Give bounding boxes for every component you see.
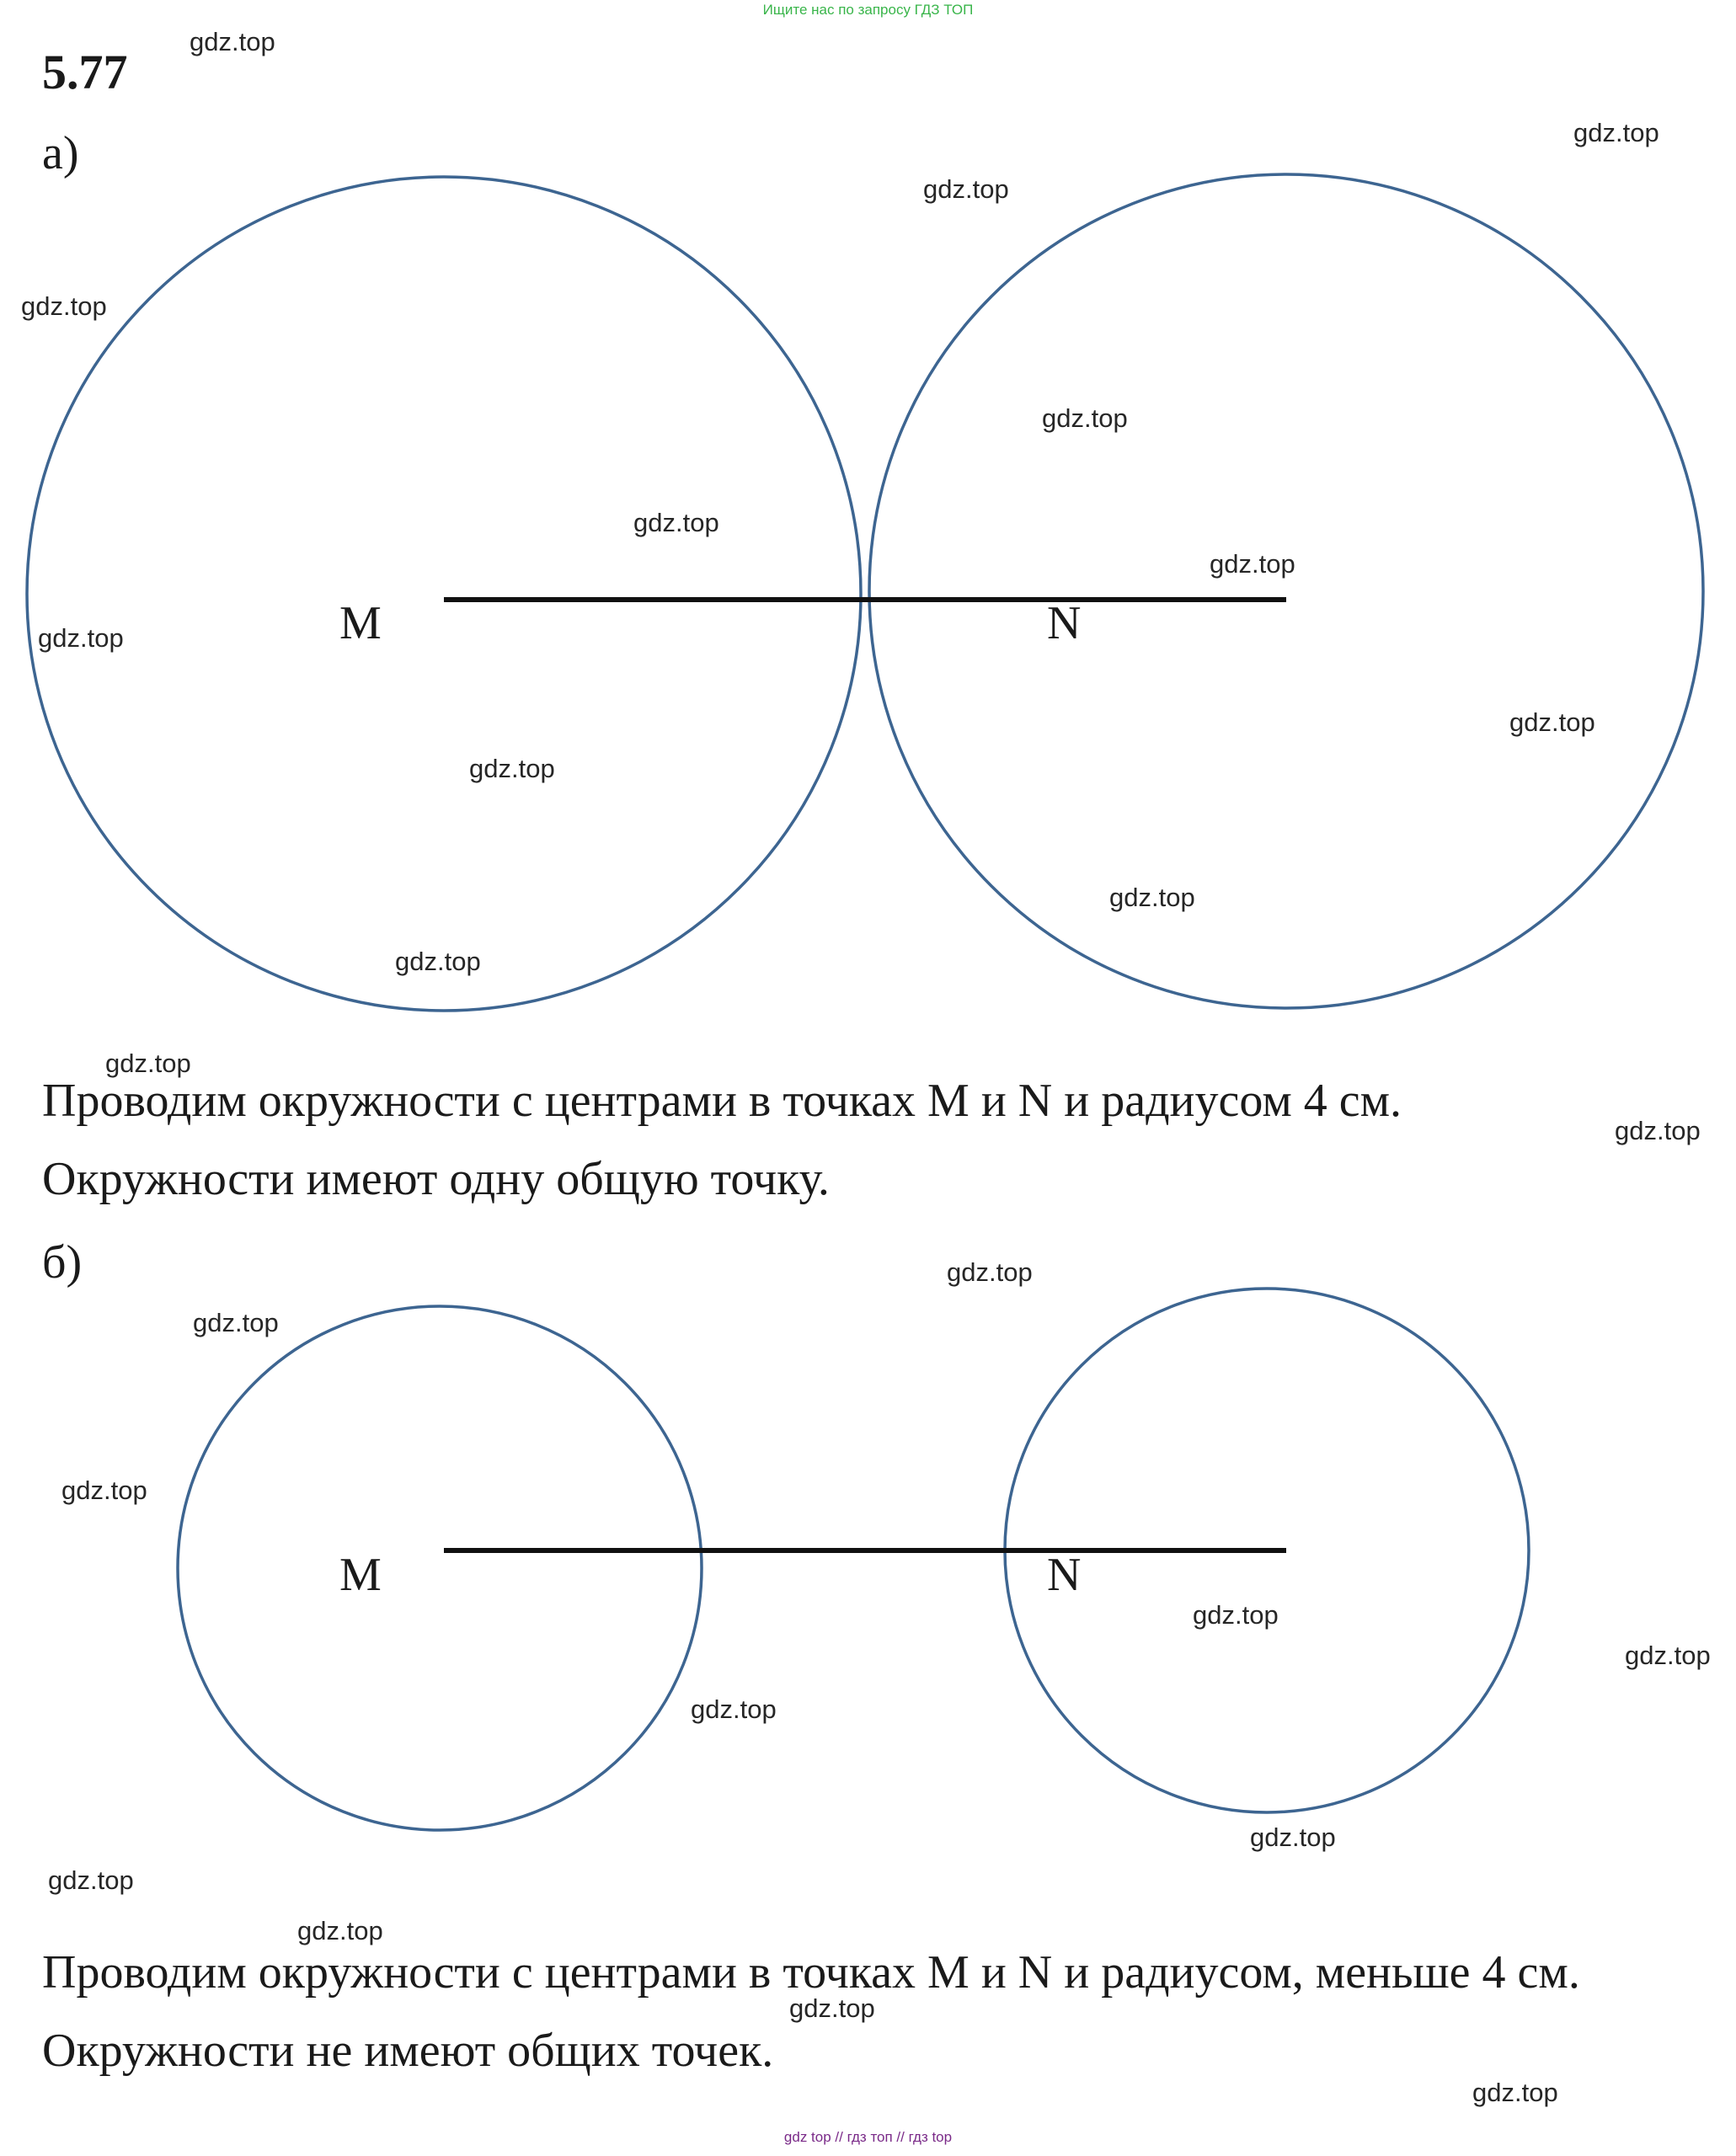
part-a-circle-n xyxy=(869,174,1703,1008)
watermark: gdz.top xyxy=(1615,1116,1701,1145)
watermark: gdz.top xyxy=(1573,118,1659,147)
watermark: gdz.top xyxy=(297,1916,383,1945)
watermark: gdz.top xyxy=(1109,883,1195,912)
watermark: gdz.top xyxy=(633,508,719,537)
footer-links: gdz top // гдз топ // гдз top xyxy=(783,2129,953,2145)
part-a-text-line-1: Проводим окружности с центрами в точках M и N и радиусом 4 см. xyxy=(42,1075,1402,1127)
watermark: gdz.top xyxy=(38,623,124,653)
watermark: gdz.top xyxy=(61,1476,147,1505)
part-b-text-line-1: Проводим окружности с центрами в точках M и N и радиусом, меньше 4 см. xyxy=(42,1946,1580,1999)
watermark: gdz.top xyxy=(21,291,107,321)
part-a-point-m-label: M xyxy=(339,597,382,649)
part-b-circle-m xyxy=(178,1306,702,1830)
part-a-text-line-2: Окружности имеют одну общую точку. xyxy=(42,1153,830,1205)
part-b-point-m-label: M xyxy=(339,1549,382,1601)
watermark: gdz.top xyxy=(190,27,275,56)
watermark: gdz.top xyxy=(1042,403,1128,433)
part-a-circle-m xyxy=(27,177,861,1011)
watermark: gdz.top xyxy=(48,1865,134,1895)
part-b-point-n-label: N xyxy=(1047,1549,1082,1601)
problem-number: 5.77 xyxy=(42,45,128,99)
watermark: gdz.top xyxy=(1509,707,1595,737)
watermark: gdz.top xyxy=(1250,1822,1336,1852)
watermark: gdz.top xyxy=(1210,549,1295,579)
watermark: gdz.top xyxy=(789,1993,875,2023)
watermark: gdz.top xyxy=(105,1049,191,1078)
watermark: gdz.top xyxy=(1625,1641,1711,1670)
watermark: gdz.top xyxy=(1193,1600,1279,1630)
watermark: gdz.top xyxy=(469,754,555,783)
part-b-text-line-2: Окружности не имеют общих точек. xyxy=(42,2025,774,2077)
watermark: gdz.top xyxy=(193,1308,279,1337)
watermark: gdz.top xyxy=(691,1694,777,1724)
part-a-point-n-label: N xyxy=(1047,597,1082,649)
watermark: gdz.top xyxy=(947,1257,1033,1287)
search-banner: Ищите нас по запросу ГДЗ ТОП xyxy=(762,2,974,18)
part-b-label: б) xyxy=(42,1236,83,1289)
watermark: gdz.top xyxy=(923,174,1009,204)
part-a-label: а) xyxy=(42,127,79,179)
watermark: gdz.top xyxy=(1472,2078,1558,2107)
watermark: gdz.top xyxy=(395,947,481,976)
